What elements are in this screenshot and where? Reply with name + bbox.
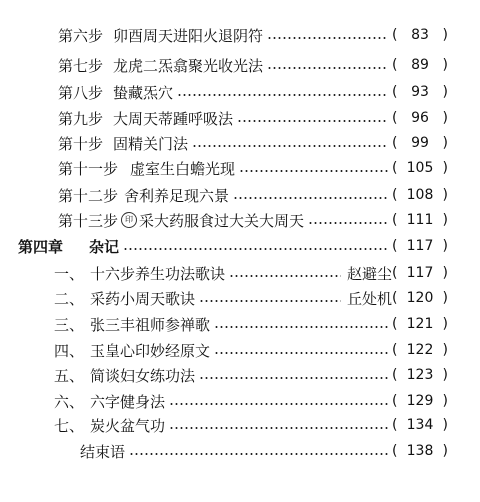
entry-number: 七、 — [54, 416, 85, 435]
entry-title: 舍利养足现六景 — [124, 186, 230, 205]
toc-entry[interactable] — [0, 130, 480, 156]
paren-close: ) — [442, 265, 448, 281]
toc-entry[interactable] — [0, 412, 480, 438]
paren-close: ) — [442, 417, 448, 433]
toc-entry[interactable] — [0, 22, 480, 48]
page-number — [392, 27, 448, 43]
page-number — [392, 238, 448, 254]
dot-leader — [214, 352, 388, 354]
page-number — [392, 187, 448, 203]
entry-number: 一、 — [54, 264, 85, 283]
page-number — [392, 417, 448, 433]
entry-title: 结束语 — [80, 442, 126, 461]
page-value: 121 — [406, 316, 434, 332]
paren-open: ( — [392, 160, 398, 176]
page-value: 83 — [411, 27, 429, 43]
entry-number: 第八步 — [58, 83, 104, 102]
page-number — [392, 265, 448, 281]
page-number — [392, 342, 448, 358]
entry-author: 赵避尘 — [346, 264, 392, 283]
toc-entry[interactable] — [0, 285, 480, 311]
entry-title: 大周天蒂踵呼吸法 — [113, 109, 234, 128]
entry-title: 蛰藏炁穴 — [113, 83, 174, 102]
page-value: 123 — [406, 367, 434, 383]
dot-leader — [214, 326, 388, 328]
entry-title: 十六步养生功法歌诀 — [90, 264, 226, 283]
dot-leader — [169, 427, 388, 429]
dot-leader — [229, 275, 341, 277]
paren-open: ( — [392, 238, 398, 254]
entry-number: 六、 — [54, 392, 85, 411]
entry-number: 五、 — [54, 366, 85, 385]
entry-title: 采药小周天歌诀 — [90, 289, 196, 308]
chapter-entry[interactable] — [0, 233, 480, 259]
page-number — [392, 84, 448, 100]
paren-open: ( — [392, 393, 398, 409]
entry-number: 第十二步 — [58, 186, 119, 205]
toc-entry[interactable] — [0, 79, 480, 105]
paren-close: ) — [442, 212, 448, 228]
paren-close: ) — [442, 367, 448, 383]
entry-number: 三、 — [54, 315, 85, 334]
entry-number: 第十一步 — [58, 159, 119, 178]
page-value: 105 — [406, 160, 434, 176]
page-value: 134 — [406, 417, 434, 433]
paren-close: ) — [442, 187, 448, 203]
paren-open: ( — [392, 27, 398, 43]
paren-open: ( — [392, 212, 398, 228]
entry-title: 龙虎二炁翕聚光收光法 — [113, 56, 264, 75]
page-number — [392, 160, 448, 176]
paren-close: ) — [442, 135, 448, 151]
dot-leader — [237, 120, 388, 122]
entry-title: 六字健身法 — [90, 392, 166, 411]
entry-title: 卯酉周天进阳火退阴符 — [113, 26, 264, 45]
page-value: 122 — [406, 342, 434, 358]
toc-entry[interactable] — [0, 362, 480, 388]
page-value: 96 — [411, 110, 429, 126]
paren-open: ( — [392, 417, 398, 433]
page-number — [392, 393, 448, 409]
paren-close: ) — [442, 316, 448, 332]
dot-leader — [308, 222, 388, 224]
toc-entry[interactable] — [0, 155, 480, 181]
paren-open: ( — [392, 265, 398, 281]
page-number — [392, 443, 448, 459]
page-value: 111 — [406, 212, 434, 228]
toc-entry[interactable] — [0, 207, 480, 233]
toc-entry[interactable] — [0, 337, 480, 363]
paren-close: ) — [442, 238, 448, 254]
dot-leader — [192, 145, 388, 147]
entry-title: 炭火盆气功 — [90, 416, 166, 435]
toc-entry[interactable] — [0, 182, 480, 208]
page-number — [392, 367, 448, 383]
paren-open: ( — [392, 342, 398, 358]
dot-leader — [199, 300, 341, 302]
paren-close: ) — [442, 342, 448, 358]
page-value: 99 — [411, 135, 429, 151]
paren-open: ( — [392, 135, 398, 151]
page-number — [392, 316, 448, 332]
entry-author: 丘处机 — [346, 289, 392, 308]
entry-number: 第九步 — [58, 109, 104, 128]
toc-entry[interactable] — [0, 388, 480, 414]
paren-close: ) — [442, 27, 448, 43]
dot-leader — [199, 377, 388, 379]
paren-open: ( — [392, 84, 398, 100]
paren-close: ) — [442, 393, 448, 409]
entry-title: 张三丰祖师参禅歌 — [90, 315, 211, 334]
page-value: 89 — [411, 57, 429, 73]
dot-leader — [129, 453, 388, 455]
page-number — [392, 290, 448, 306]
page-number — [392, 57, 448, 73]
paren-open: ( — [392, 443, 398, 459]
dot-leader — [177, 94, 388, 96]
stamp-icon: 印 — [121, 212, 137, 228]
entry-title: 杂记 — [89, 237, 120, 256]
paren-open: ( — [392, 57, 398, 73]
paren-close: ) — [442, 290, 448, 306]
dot-leader — [239, 170, 388, 172]
entry-number: 第十步 — [58, 134, 104, 153]
toc-entry[interactable] — [0, 52, 480, 78]
entry-title: 简谈妇女练功法 — [90, 366, 196, 385]
entry-title: 固精关门法 — [113, 134, 189, 153]
entry-number: 二、 — [54, 289, 85, 308]
toc-entry[interactable] — [0, 260, 480, 286]
paren-close: ) — [442, 57, 448, 73]
page-value: 117 — [406, 238, 434, 254]
dot-leader — [267, 67, 388, 69]
page-value: 108 — [406, 187, 434, 203]
toc-entry[interactable] — [0, 311, 480, 337]
toc-entry[interactable] — [0, 105, 480, 131]
page-value: 117 — [406, 265, 434, 281]
entry-number: 第四章 — [18, 237, 64, 256]
page-value: 120 — [406, 290, 434, 306]
entry-number: 四、 — [54, 341, 85, 360]
paren-close: ) — [442, 443, 448, 459]
paren-open: ( — [392, 187, 398, 203]
toc-entry[interactable] — [0, 438, 480, 464]
paren-close: ) — [442, 110, 448, 126]
dot-leader — [123, 248, 388, 250]
entry-title: 虚室生白蟾光现 — [130, 159, 236, 178]
page-number — [392, 110, 448, 126]
entry-number: 第六步 — [58, 26, 104, 45]
dot-leader — [267, 37, 388, 39]
page-number — [392, 212, 448, 228]
dot-leader — [169, 403, 388, 405]
paren-open: ( — [392, 316, 398, 332]
dot-leader — [233, 197, 388, 199]
paren-close: ) — [442, 84, 448, 100]
page-value: 93 — [411, 84, 429, 100]
paren-open: ( — [392, 110, 398, 126]
page-value: 138 — [406, 443, 434, 459]
page-value: 129 — [406, 393, 434, 409]
paren-open: ( — [392, 290, 398, 306]
entry-number: 第七步 — [58, 56, 104, 75]
entry-number: 第十三步 — [58, 211, 119, 230]
entry-title: 玉皇心印妙经原文 — [90, 341, 211, 360]
entry-title: 采大药服食过大关大周天 — [139, 211, 305, 230]
page-number — [392, 135, 448, 151]
paren-close: ) — [442, 160, 448, 176]
paren-open: ( — [392, 367, 398, 383]
